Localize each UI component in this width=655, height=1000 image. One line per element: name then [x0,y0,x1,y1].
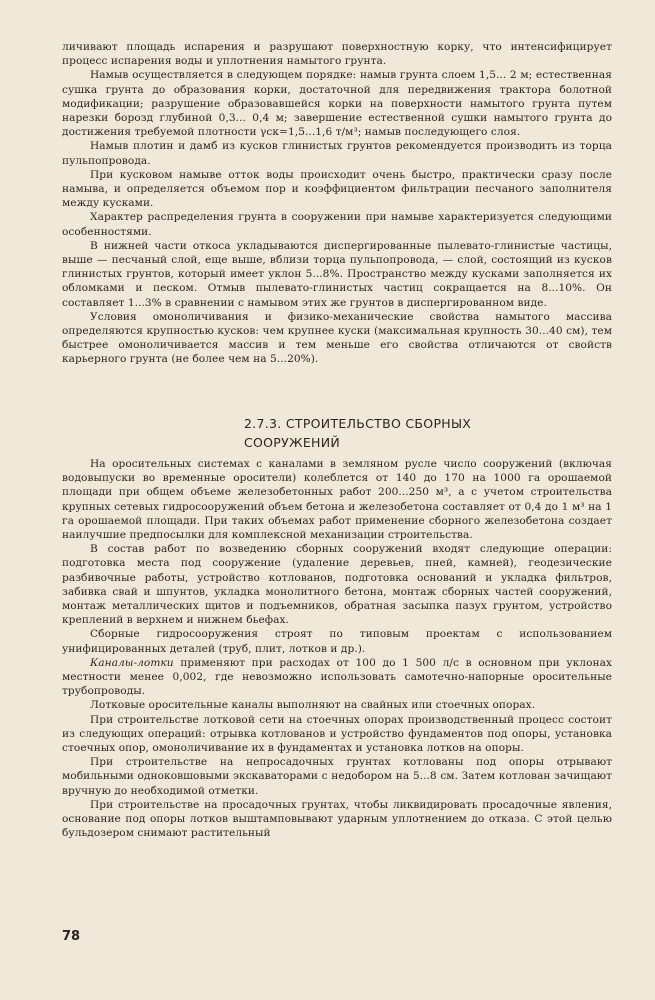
paragraph: Намыв плотин и дамб из кусков глинистых грунтов рекомендуется производить из торца пульпопровода. [62,140,612,167]
paragraph: При кусковом намыве отток воды происходит очень быстро, практически сразу после намыва, и определяется объемом пор и коэффициентом фильтрации песчаного заполнителя между кусками. [62,168,612,210]
paragraph: Сборные гидросооружения строят по типовым проектам с использованием унифицированных деталей (труб, плит, лотков и др.). [62,628,612,655]
section-heading-line: СООРУЖЕНИЙ [244,435,341,450]
paragraph: Условия омоноличивания и физико-механические свойства намытого массива определяются крупностью кусков: чем крупнее куски (максимальная крупность 30...40 см), тем быстрее омоноличивается массив и тем меньше его свойства отличаются от свойств карьерного грунта (не более чем на 5...20%). [62,310,612,366]
paragraph: Характер распределения грунта в сооружении при намыве характеризуется следующими особенностями. [62,211,612,238]
paragraph: При строительстве лотковой сети на стоечных опорах производственный процесс состоит из следующих операций: отрывка котлованов и устройство фундаментов под опоры, установка стоечных опор, омоноличивание их в фундаментах и установка лотков на опоры. [62,713,612,755]
section-heading [244,414,544,452]
paragraph: На оросительных системах с каналами в земляном русле число сооружений (включая водовыпуски во временные оросители) колеблется от 140 до 170 на 1000 га орошаемой площади при общем объеме железобетонных работ 200...250 м³, а с учетом строительства крупных сетевых гидросооружений объем бетона и железобетона составляет от 0,4 до 1 м³ на 1 га орошаемой площади. При таких объемах работ применение сборного железобетона создает наилучшие предпосылки для комплексной механизации строительства. [62,458,612,542]
paragraph: Лотковые оросительные каналы выполняют на свайных или стоечных опорах. [90,699,536,712]
page-number: 78 [62,929,81,944]
paragraph: При строительстве на просадочных грунтах, чтобы ликвидировать просадочные явления, основание под опоры лотков выштамповывают ударным уплотнением до отказа. С этой целью бульдозером снимают растительный [62,798,612,840]
paragraph: При строительстве на непросадочных грунтах котлованы под опоры отрывают мобильными одноковшовыми экскаваторами с недобором на 5...8 см. Затем котлован зачищают вручную до необходимой отметки. [62,756,612,797]
section-heading-line: 2.7.3. СТРОИТЕЛЬСТВО СБОРНЫХ [244,416,472,431]
bottom-text-block [62,457,612,840]
paragraph-canals [62,656,612,699]
paragraph: Намыв осуществляется в следующем порядке: намыв грунта слоем 1,5... 2 м; естественная сушка грунта до образования корки, достаточной для передвижения трактора болотной модификации; разрушение образовавшейся корки на поверхности намытого грунта путем нарезки борозд глубиной 0,3... 0,4 м; завершение естественной сушки намытого грунта до достижения требуемой плотности γск=1,5...1,6 т/м³; намыв последующего слоя. [62,69,612,139]
paragraph: В состав работ по возведению сборных сооружений входят следующие операции: подготовка места под сооружение (удаление деревьев, пней, камней), геодезические разбивочные работы, устройство котлованов, подготовка оснований и укладка фильтров, забивка свай и шпунтов, укладка монолитного бетона, монтаж сборных частей сооружений, монтаж металлических щитов и подъемников, обратная засыпка пазух грунтом, устройство креплений в верхнем и нижнем бьефах. [62,543,612,627]
italic-term: Каналы-лотки [90,656,174,669]
paragraph: личивают площадь испарения и разрушают поверхностную корку, что интенсифицирует процесс испарения воды и уплотнения намытого грунта. [62,41,612,68]
paragraph-text: применяют при расходах от 100 до 1 500 л/с в основном при уклонах местности менее 0,002, где невозможно использовать самотечно-напорные оросительные трубопроводы. [62,656,612,698]
top-text-block [62,40,612,367]
paragraph: В нижней части откоса укладываются диспергированные пылевато-глинистые частицы, выше — песчаный слой, еще выше, вблизи торца пульпопровода, — слой, состоящий из кусков глинистых грунтов, который имеет уклон 5...8%. Пространство между кусками заполняется их обломками и песком. Отмыв пылевато-глинистых частиц сокращается на 8...10%. Он составляет 1...3% в сравнении с намывом этих же грунтов в диспергированном виде. [62,239,612,309]
